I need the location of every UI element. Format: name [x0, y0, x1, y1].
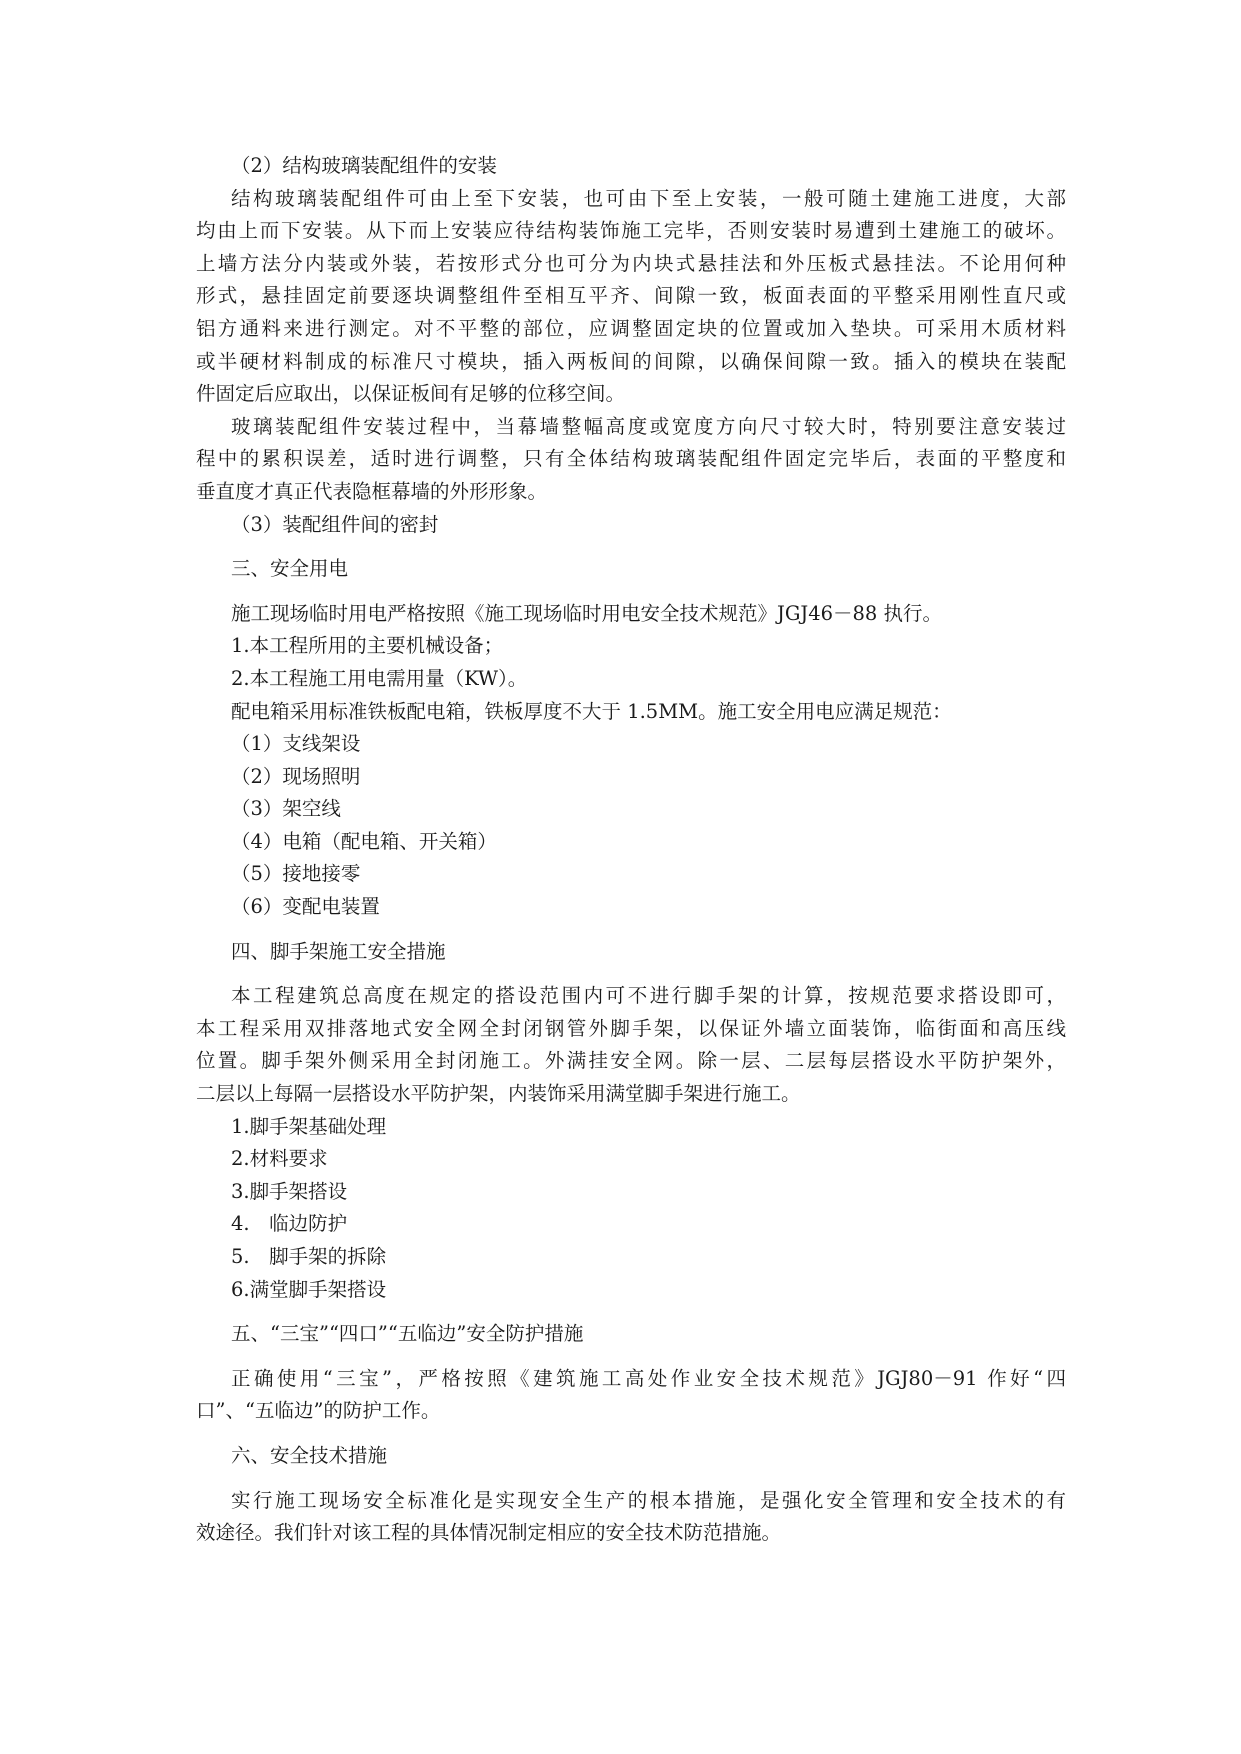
section-heading-protection: 五、“三宝”“四口”“五临边”安全防护措施 — [231, 1322, 584, 1346]
paragraph-line: 程中的累积误差，适时进行调整，只有全体结构玻璃装配组件固定完毕后，表面的平整度和 — [196, 447, 1066, 471]
list-item: 3.脚手架搭设 — [231, 1179, 348, 1203]
paragraph-line: 本工程采用双排落地式安全网全封闭钢管外脚手架，以保证外墙立面装饰，临街面和高压线 — [196, 1016, 1066, 1040]
paragraph-line: 本工程建筑总高度在规定的搭设范围内可不进行脚手架的计算，按规范要求搭设即可， — [231, 984, 1066, 1008]
paragraph-line: 实行施工现场安全标准化是实现安全生产的根本措施，是强化安全管理和安全技术的有 — [231, 1488, 1066, 1512]
document-page — [196, 150, 1066, 1550]
list-item: 2.材料要求 — [231, 1147, 328, 1171]
paragraph-line: 口”、“五临边”的防护工作。 — [196, 1399, 441, 1423]
paragraph-technical — [196, 1485, 1066, 1550]
list-item: 1.脚手架基础处理 — [231, 1114, 387, 1138]
section-heading-electricity: 三、安全用电 — [231, 557, 349, 581]
paragraph-line: 件固定后应取出，以保证板间有足够的位移空间。 — [196, 382, 626, 406]
section-heading-scaffold: 四、脚手架施工安全措施 — [231, 939, 446, 963]
list-item: （5）接地接零 — [231, 862, 361, 886]
paragraph-line: 效途径。我们针对该工程的具体情况制定相应的安全技术防范措施。 — [196, 1521, 782, 1545]
distribution-box-text: 配电箱采用标准铁板配电箱，铁板厚度不大于 1.5MM。施工安全用电应满足规范： — [231, 699, 952, 723]
list-item: 1.本工程所用的主要机械设备； — [231, 634, 504, 658]
paragraph-line: 上墙方法分内装或外装，若按形式分也可分为内块式悬挂法和外压板式悬挂法。不论用何种 — [196, 251, 1066, 275]
paragraph-line: 垂直度才真正代表隐框幕墙的外形形象。 — [196, 479, 548, 503]
paragraph-line: 玻璃装配组件安装过程中，当幕墙整幅高度或宽度方向尺寸较大时，特别要注意安装过 — [231, 414, 1066, 438]
paragraph-line: 铝方通料来进行测定。对不平整的部位，应调整固定块的位置或加入垫块。可采用木质材料 — [196, 316, 1066, 340]
list-item: （1）支线架设 — [231, 732, 361, 756]
list-item: （3）架空线 — [231, 797, 341, 821]
paragraph-line: 结构玻璃装配组件可由上至下安装，也可由下至上安装，一般可随土建施工进度，大部 — [231, 186, 1066, 210]
paragraph-scaffold — [196, 980, 1066, 1110]
electricity-intro: 施工现场临时用电严格按照《施工现场临时用电安全技术规范》JGJ46－88 执行。 — [231, 601, 943, 625]
list-item: 5. 脚手架的拆除 — [231, 1245, 387, 1268]
paragraph-installation — [196, 183, 1066, 411]
paragraph-line: 位置。脚手架外侧采用全封闭施工。外满挂安全网。除一层、二层每层搭设水平防护架外， — [196, 1049, 1066, 1073]
paragraph-line: 正确使用“三宝”，严格按照《建筑施工高处作业安全技术规范》JGJ80－91 作好“四 — [231, 1366, 1066, 1390]
paragraph-line: 或半硬材料制成的标准尺寸模块，插入两板间的间隙，以确保间隙一致。插入的模块在装配 — [196, 349, 1066, 373]
list-item: 6.满堂脚手架搭设 — [231, 1277, 387, 1301]
list-item: 4. 临边防护 — [231, 1212, 348, 1236]
list-item: （2）现场照明 — [231, 764, 361, 788]
paragraph-line: 均由上而下安装。从下而上安装应待结构装饰施工完毕，否则安装时易遭到土建施工的破坏。 — [196, 219, 1066, 243]
item-2-heading: （2）结构玻璃装配组件的安装 — [231, 154, 497, 177]
list-item: 2.本工程施工用电需用量（KW）。 — [231, 666, 528, 690]
paragraph-protection — [196, 1363, 1066, 1428]
item-3-heading: （3）装配组件间的密封 — [231, 512, 439, 536]
list-item: （4）电箱（配电箱、开关箱） — [231, 829, 497, 853]
list-item: （6）变配电装置 — [231, 895, 380, 919]
paragraph-error — [196, 411, 1066, 509]
paragraph-line: 二层以上每隔一层搭设水平防护架，内装饰采用满堂脚手架进行施工。 — [196, 1082, 801, 1106]
section-heading-technical: 六、安全技术措施 — [231, 1443, 388, 1467]
paragraph-line: 形式，悬挂固定前要逐块调整组件至相互平齐、间隙一致，板面表面的平整采用刚性直尺或 — [196, 284, 1066, 308]
